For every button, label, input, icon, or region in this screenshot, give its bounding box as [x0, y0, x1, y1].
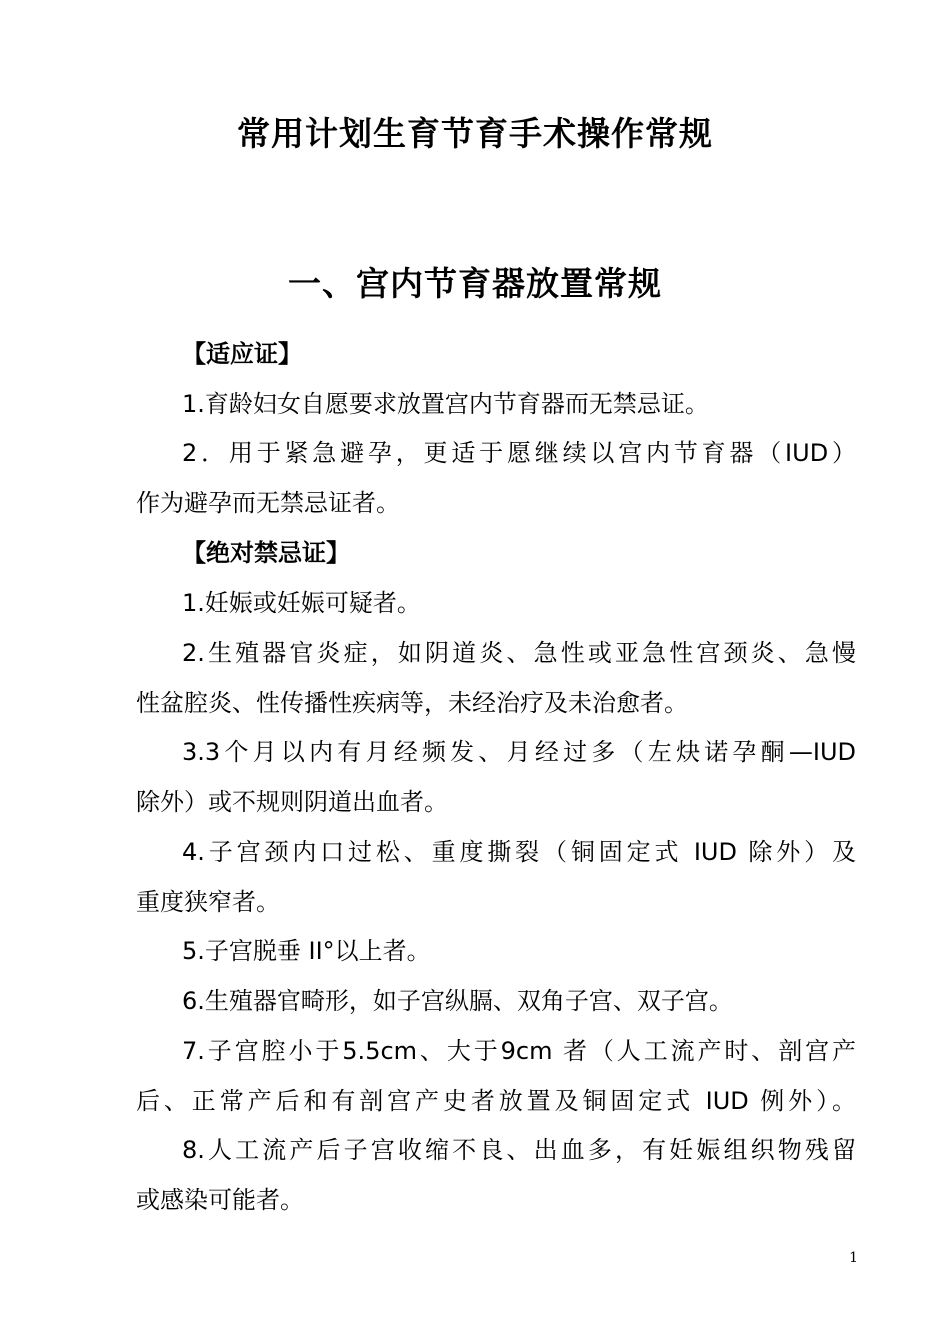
indication-2-line-2: 作为避孕而无禁忌证者。: [136, 489, 400, 517]
section-title: 一、宫内节育器放置常规: [288, 264, 662, 303]
contraindication-5: 5.子宫脱垂 II°以上者。: [182, 937, 431, 965]
contraindication-7-line-2: 后、正常产后和有剖宫产史者放置及铜固定式 IUD 例外）。: [136, 1087, 856, 1115]
contraindication-8-line-1: 8.人工流产后子宫收缩不良、出血多，有妊娠组织物残留: [182, 1136, 856, 1164]
contraindication-2-line-1: 2.生殖器官炎症，如阴道炎、急性或亚急性宫颈炎、急慢: [182, 639, 856, 667]
contraindication-8-line-2: 或感染可能者。: [136, 1186, 304, 1214]
contraindication-4-line-2: 重度狭窄者。: [136, 888, 280, 916]
contraindication-7-line-1: 7.子宫腔小于5.5cm、大于9cm 者（人工流产时、剖宫产: [182, 1037, 856, 1065]
contraindication-3-line-2: 除外）或不规则阴道出血者。: [136, 788, 448, 816]
contraindication-3-line-1: 3.3个月以内有月经频发、月经过多（左炔诺孕酮—IUD: [182, 738, 856, 766]
contraindications-heading: 【绝对禁忌证】: [182, 539, 350, 567]
contraindication-1: 1.妊娠或妊娠可疑者。: [182, 589, 421, 617]
page-number: 1: [849, 1250, 858, 1266]
document-title: 常用计划生育节育手术操作常规: [237, 114, 713, 153]
indication-2-line-1: 2．用于紧急避孕，更适于愿继续以宫内节育器（IUD）: [182, 439, 856, 467]
contraindication-6: 6.生殖器官畸形，如子宫纵膈、双角子宫、双子宫。: [182, 987, 733, 1015]
contraindication-4-line-1: 4.子宫颈内口过松、重度撕裂（铜固定式 IUD 除外）及: [182, 838, 856, 866]
indications-heading: 【适应证】: [182, 340, 302, 368]
contraindication-2-line-2: 性盆腔炎、性传播性疾病等，未经治疗及未治愈者。: [136, 689, 688, 717]
indication-1: 1.育龄妇女自愿要求放置宫内节育器而无禁忌证。: [182, 390, 709, 418]
